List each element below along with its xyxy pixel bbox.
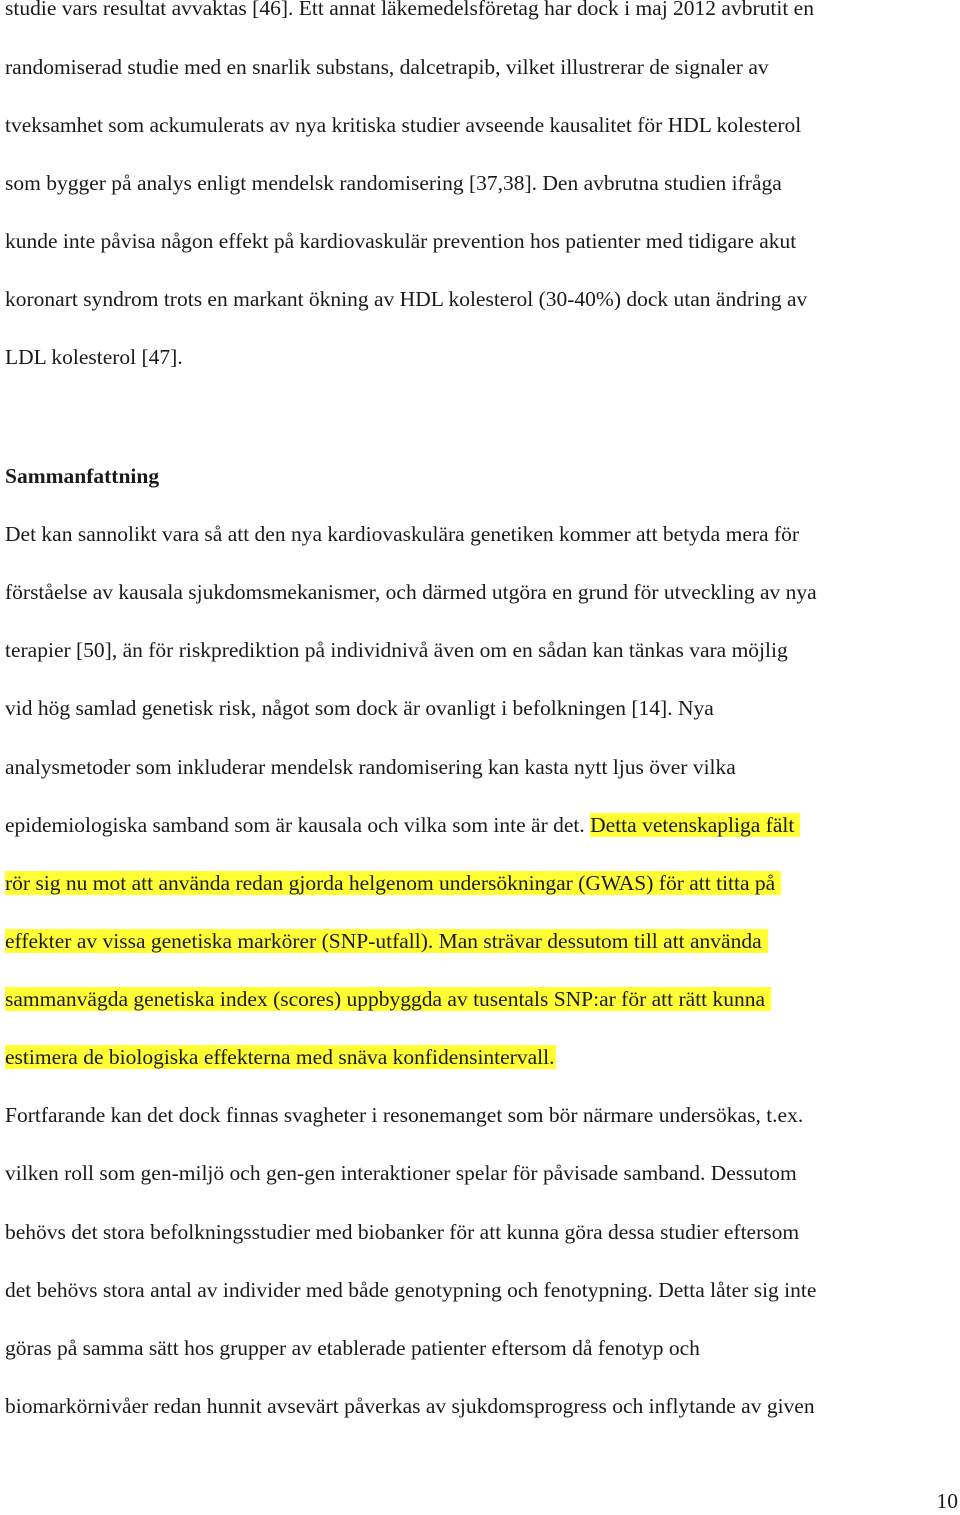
body-text-line	[5, 985, 771, 1013]
highlighted-text: Detta vetenskapliga fält	[590, 813, 800, 837]
body-text-line: Det kan sannolikt vara så att den nya kardiovaskulära genetiken kommer att betyda mera för	[5, 522, 800, 546]
highlighted-text: effekter av vissa genetiska markörer (SNP-utfall). Man strävar dessutom till att använda	[5, 929, 768, 953]
section-heading: Sammanfattning	[5, 464, 160, 488]
page-number: 10	[936, 1489, 958, 1513]
body-text-line: analysmetoder som inkluderar mendelsk randomisering kan kasta nytt ljus över vilka	[5, 755, 736, 779]
body-text-line: terapier [50], än för riskprediktion på individnivå även om en sådan kan tänkas vara möjlig	[5, 638, 788, 662]
body-text-line: randomiserad studie med en snarlik substans, dalcetrapib, vilket illustrerar de signaler av	[5, 55, 769, 79]
highlighted-text: rör sig nu mot att använda redan gjorda helgenom undersökningar (GWAS) för att titta på	[5, 871, 781, 895]
highlighted-text: sammanvägda genetiska index (scores) uppbyggda av tusentals SNP:ar för att rätt kunna	[5, 987, 771, 1011]
body-text-line: koronart syndrom trots en markant ökning av HDL kolesterol (30-40%) dock utan ändring av	[5, 287, 808, 311]
body-text-line: vid hög samlad genetisk risk, något som dock är ovanligt i befolkningen [14]. Nya	[5, 696, 714, 720]
body-text-line: tveksamhet som ackumulerats av nya kritiska studier avseende kausalitet för HDL kolesterol	[5, 113, 802, 137]
body-text-line: göras på samma sätt hos grupper av etablerade patienter eftersom då fenotyp och	[5, 1336, 700, 1360]
body-text-line: LDL kolesterol [47].	[5, 345, 183, 369]
body-text-line: Fortfarande kan det dock finnas svagheter i resonemanget som bör närmare undersökas, t.ex.	[5, 1103, 804, 1127]
body-text-line	[5, 869, 781, 897]
body-text: epidemiologiska samband som är kausala och vilka som inte är det.	[5, 813, 591, 837]
body-text-line	[5, 927, 768, 955]
body-text-line: förståelse av kausala sjukdomsmekanismer, och därmed utgöra en grund för utveckling av nya	[5, 580, 817, 604]
highlighted-text: estimera de biologiska effekterna med snäva konfidensintervall.	[5, 1045, 555, 1069]
body-text-line: kunde inte påvisa någon effekt på kardiovaskulär prevention hos patienter med tidigare akut	[5, 229, 797, 253]
body-text-line: vilken roll som gen-miljö och gen-gen interaktioner spelar för påvisade samband. Dessutom	[5, 1161, 797, 1185]
body-text-line: det behövs stora antal av individer med både genotypning och fenotypning. Detta låter sig inte	[5, 1278, 817, 1302]
body-text-line: behövs det stora befolkningsstudier med biobanker för att kunna göra dessa studier eftersom	[5, 1220, 800, 1244]
body-text-line	[5, 1043, 556, 1071]
body-text-line	[5, 811, 800, 839]
body-text-line: biomarkörnivåer redan hunnit avsevärt påverkas av sjukdomsprogress och inflytande av given	[5, 1394, 815, 1418]
body-text-line: studie vars resultat avvaktas [46]. Ett annat läkemedelsföretag har dock i maj 2012 avbrutit en	[5, 0, 814, 20]
body-text-line: som bygger på analys enligt mendelsk randomisering [37,38]. Den avbrutna studien ifråga	[5, 171, 782, 195]
